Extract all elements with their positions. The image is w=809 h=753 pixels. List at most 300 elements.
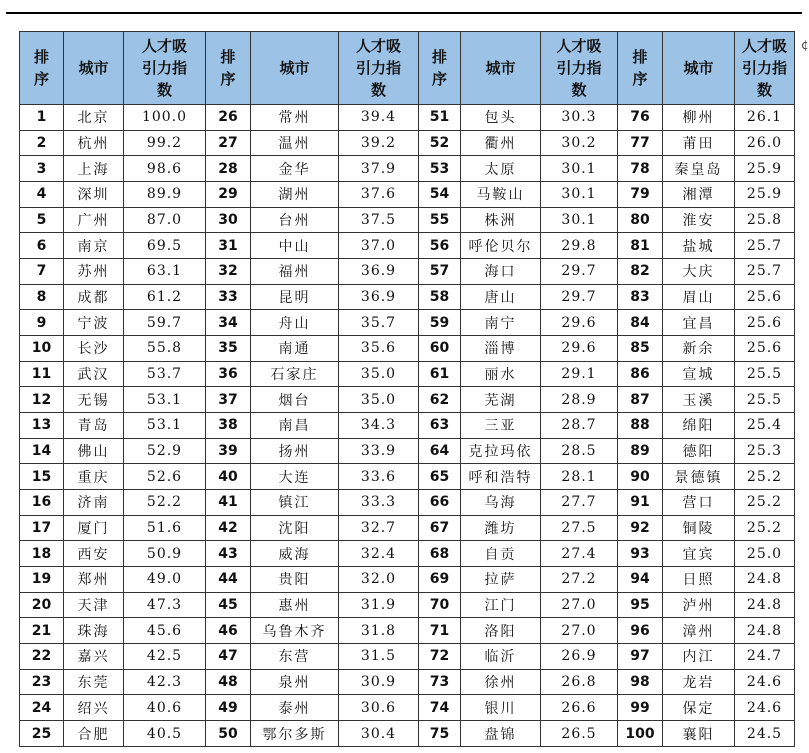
city-cell: 自贡 bbox=[461, 541, 541, 567]
city-cell: 郑州 bbox=[64, 567, 124, 593]
city-cell: 中山 bbox=[251, 233, 339, 259]
index-cell: 32.7 bbox=[339, 515, 419, 541]
city-cell: 广州 bbox=[64, 207, 124, 233]
city-cell: 漳州 bbox=[663, 618, 735, 644]
city-cell: 石家庄 bbox=[251, 361, 339, 387]
table-row bbox=[20, 259, 795, 285]
rank-cell: 58 bbox=[419, 284, 461, 310]
rank-cell: 21 bbox=[20, 618, 64, 644]
table-row bbox=[20, 644, 795, 670]
rank-cell: 56 bbox=[419, 233, 461, 259]
city-cell: 大庆 bbox=[663, 259, 735, 285]
rank-cell: 35 bbox=[206, 336, 251, 362]
table-row bbox=[20, 515, 795, 541]
table-row bbox=[20, 233, 795, 259]
rank-cell: 46 bbox=[206, 618, 251, 644]
rank-cell: 90 bbox=[618, 464, 663, 490]
table-row bbox=[20, 413, 795, 439]
city-cell: 长沙 bbox=[64, 336, 124, 362]
rank-cell: 44 bbox=[206, 567, 251, 593]
index-cell: 25.6 bbox=[735, 284, 795, 310]
city-cell: 盘锦 bbox=[461, 721, 541, 747]
index-cell: 31.5 bbox=[339, 644, 419, 670]
table-row bbox=[20, 695, 795, 721]
city-cell: 嘉兴 bbox=[64, 644, 124, 670]
rank-cell: 67 bbox=[419, 515, 461, 541]
city-cell: 新余 bbox=[663, 336, 735, 362]
rank-cell: 28 bbox=[206, 156, 251, 182]
rank-cell: 19 bbox=[20, 567, 64, 593]
city-cell: 德阳 bbox=[663, 438, 735, 464]
rank-cell: 12 bbox=[20, 387, 64, 413]
index-cell: 25.7 bbox=[735, 233, 795, 259]
index-cell: 31.8 bbox=[339, 618, 419, 644]
table-row bbox=[20, 618, 795, 644]
city-cell: 衢州 bbox=[461, 130, 541, 156]
index-cell: 29.6 bbox=[541, 310, 618, 336]
rank-cell: 27 bbox=[206, 130, 251, 156]
rank-cell: 75 bbox=[419, 721, 461, 747]
rank-cell: 37 bbox=[206, 387, 251, 413]
index-cell: 33.6 bbox=[339, 464, 419, 490]
index-cell: 24.8 bbox=[735, 592, 795, 618]
index-cell: 24.6 bbox=[735, 669, 795, 695]
rank-cell: 82 bbox=[618, 259, 663, 285]
index-cell: 53.7 bbox=[124, 361, 206, 387]
index-cell: 61.2 bbox=[124, 284, 206, 310]
city-cell: 内江 bbox=[663, 644, 735, 670]
rank-cell: 77 bbox=[618, 130, 663, 156]
rank-cell: 97 bbox=[618, 644, 663, 670]
rank-cell: 74 bbox=[419, 695, 461, 721]
rank-cell: 7 bbox=[20, 259, 64, 285]
index-cell: 24.8 bbox=[735, 618, 795, 644]
city-cell: 龙岩 bbox=[663, 669, 735, 695]
city-cell: 丽水 bbox=[461, 361, 541, 387]
table-row bbox=[20, 130, 795, 156]
city-cell: 惠州 bbox=[251, 592, 339, 618]
city-cell: 洛阳 bbox=[461, 618, 541, 644]
city-cell: 淮安 bbox=[663, 207, 735, 233]
city-cell: 泸州 bbox=[663, 592, 735, 618]
index-cell: 30.3 bbox=[541, 105, 618, 131]
city-cell: 三亚 bbox=[461, 413, 541, 439]
index-cell: 47.3 bbox=[124, 592, 206, 618]
index-cell: 35.6 bbox=[339, 336, 419, 362]
city-cell: 厦门 bbox=[64, 515, 124, 541]
index-cell: 28.9 bbox=[541, 387, 618, 413]
index-cell: 25.9 bbox=[735, 182, 795, 208]
table-row bbox=[20, 490, 795, 516]
rank-cell: 80 bbox=[618, 207, 663, 233]
index-cell: 28.7 bbox=[541, 413, 618, 439]
city-cell: 南通 bbox=[251, 336, 339, 362]
city-cell: 合肥 bbox=[64, 721, 124, 747]
city-cell: 保定 bbox=[663, 695, 735, 721]
city-cell: 北京 bbox=[64, 105, 124, 131]
city-cell: 上海 bbox=[64, 156, 124, 182]
index-cell: 36.9 bbox=[339, 259, 419, 285]
index-cell: 33.9 bbox=[339, 438, 419, 464]
rank-cell: 45 bbox=[206, 592, 251, 618]
rank-cell: 84 bbox=[618, 310, 663, 336]
rank-cell: 43 bbox=[206, 541, 251, 567]
city-cell: 宣城 bbox=[663, 361, 735, 387]
city-cell: 泉州 bbox=[251, 669, 339, 695]
city-cell: 青岛 bbox=[64, 413, 124, 439]
rank-cell: 41 bbox=[206, 490, 251, 516]
index-cell: 26.8 bbox=[541, 669, 618, 695]
city-cell: 佛山 bbox=[64, 438, 124, 464]
city-cell: 南昌 bbox=[251, 413, 339, 439]
index-cell: 42.3 bbox=[124, 669, 206, 695]
rank-cell: 4 bbox=[20, 182, 64, 208]
table-row bbox=[20, 207, 795, 233]
city-cell: 烟台 bbox=[251, 387, 339, 413]
city-cell: 银川 bbox=[461, 695, 541, 721]
header-index: 人才吸引力指数 bbox=[541, 32, 618, 105]
index-cell: 50.9 bbox=[124, 541, 206, 567]
rank-cell: 62 bbox=[419, 387, 461, 413]
index-cell: 24.6 bbox=[735, 695, 795, 721]
table-row bbox=[20, 438, 795, 464]
rank-cell: 6 bbox=[20, 233, 64, 259]
rank-cell: 52 bbox=[419, 130, 461, 156]
city-cell: 西安 bbox=[64, 541, 124, 567]
city-cell: 常州 bbox=[251, 105, 339, 131]
index-cell: 55.8 bbox=[124, 336, 206, 362]
city-cell: 潍坊 bbox=[461, 515, 541, 541]
header-city: 城市 bbox=[251, 32, 339, 105]
city-cell: 景德镇 bbox=[663, 464, 735, 490]
index-cell: 100.0 bbox=[124, 105, 206, 131]
rank-cell: 51 bbox=[419, 105, 461, 131]
rank-cell: 24 bbox=[20, 695, 64, 721]
rank-cell: 29 bbox=[206, 182, 251, 208]
city-cell: 宁波 bbox=[64, 310, 124, 336]
table-row bbox=[20, 336, 795, 362]
index-cell: 27.7 bbox=[541, 490, 618, 516]
index-cell: 29.8 bbox=[541, 233, 618, 259]
rank-cell: 76 bbox=[618, 105, 663, 131]
index-cell: 36.9 bbox=[339, 284, 419, 310]
index-cell: 30.1 bbox=[541, 207, 618, 233]
city-cell: 泰州 bbox=[251, 695, 339, 721]
index-cell: 37.5 bbox=[339, 207, 419, 233]
city-cell: 台州 bbox=[251, 207, 339, 233]
rank-cell: 95 bbox=[618, 592, 663, 618]
table-body bbox=[20, 105, 795, 747]
table-row bbox=[20, 541, 795, 567]
city-cell: 绍兴 bbox=[64, 695, 124, 721]
city-cell: 日照 bbox=[663, 567, 735, 593]
rank-cell: 61 bbox=[419, 361, 461, 387]
index-cell: 37.6 bbox=[339, 182, 419, 208]
rank-cell: 48 bbox=[206, 669, 251, 695]
rank-cell: 47 bbox=[206, 644, 251, 670]
header-index: 人才吸引力指数 bbox=[339, 32, 419, 105]
city-cell: 南宁 bbox=[461, 310, 541, 336]
index-cell: 25.5 bbox=[735, 387, 795, 413]
index-cell: 35.0 bbox=[339, 361, 419, 387]
header-rank: 排序 bbox=[618, 32, 663, 105]
index-cell: 53.1 bbox=[124, 387, 206, 413]
rank-cell: 69 bbox=[419, 567, 461, 593]
index-cell: 26.1 bbox=[735, 105, 795, 131]
rank-cell: 32 bbox=[206, 259, 251, 285]
index-cell: 26.5 bbox=[541, 721, 618, 747]
index-cell: 87.0 bbox=[124, 207, 206, 233]
table-row bbox=[20, 105, 795, 131]
index-cell: 30.4 bbox=[339, 721, 419, 747]
rank-cell: 3 bbox=[20, 156, 64, 182]
rank-cell: 94 bbox=[618, 567, 663, 593]
city-cell: 杭州 bbox=[64, 130, 124, 156]
index-cell: 37.0 bbox=[339, 233, 419, 259]
index-cell: 51.6 bbox=[124, 515, 206, 541]
index-cell: 25.2 bbox=[735, 490, 795, 516]
rank-cell: 49 bbox=[206, 695, 251, 721]
rank-cell: 14 bbox=[20, 438, 64, 464]
edge-mark: ¢ bbox=[801, 38, 809, 52]
rank-cell: 59 bbox=[419, 310, 461, 336]
index-cell: 29.1 bbox=[541, 361, 618, 387]
city-cell: 呼和浩特 bbox=[461, 464, 541, 490]
table-row bbox=[20, 310, 795, 336]
header-row bbox=[20, 32, 795, 105]
header-city: 城市 bbox=[663, 32, 735, 105]
table-row bbox=[20, 464, 795, 490]
city-cell: 湖州 bbox=[251, 182, 339, 208]
index-cell: 27.0 bbox=[541, 592, 618, 618]
talent-attraction-table bbox=[19, 31, 795, 747]
city-cell: 鄂尔多斯 bbox=[251, 721, 339, 747]
index-cell: 25.3 bbox=[735, 438, 795, 464]
index-cell: 25.2 bbox=[735, 515, 795, 541]
index-cell: 28.5 bbox=[541, 438, 618, 464]
index-cell: 25.8 bbox=[735, 207, 795, 233]
city-cell: 扬州 bbox=[251, 438, 339, 464]
city-cell: 深圳 bbox=[64, 182, 124, 208]
city-cell: 福州 bbox=[251, 259, 339, 285]
index-cell: 33.3 bbox=[339, 490, 419, 516]
rank-cell: 72 bbox=[419, 644, 461, 670]
city-cell: 威海 bbox=[251, 541, 339, 567]
index-cell: 26.9 bbox=[541, 644, 618, 670]
rank-cell: 18 bbox=[20, 541, 64, 567]
city-cell: 沈阳 bbox=[251, 515, 339, 541]
rank-cell: 88 bbox=[618, 413, 663, 439]
rank-cell: 64 bbox=[419, 438, 461, 464]
city-cell: 江门 bbox=[461, 592, 541, 618]
index-cell: 27.2 bbox=[541, 567, 618, 593]
city-cell: 珠海 bbox=[64, 618, 124, 644]
city-cell: 无锡 bbox=[64, 387, 124, 413]
rank-cell: 34 bbox=[206, 310, 251, 336]
index-cell: 45.6 bbox=[124, 618, 206, 644]
index-cell: 53.1 bbox=[124, 413, 206, 439]
header-city: 城市 bbox=[461, 32, 541, 105]
city-cell: 乌鲁木齐 bbox=[251, 618, 339, 644]
index-cell: 27.0 bbox=[541, 618, 618, 644]
rank-cell: 78 bbox=[618, 156, 663, 182]
city-cell: 玉溪 bbox=[663, 387, 735, 413]
header-rank: 排序 bbox=[206, 32, 251, 105]
city-cell: 温州 bbox=[251, 130, 339, 156]
city-cell: 襄阳 bbox=[663, 721, 735, 747]
index-cell: 89.9 bbox=[124, 182, 206, 208]
index-cell: 29.7 bbox=[541, 259, 618, 285]
header-index: 人才吸引力指数 bbox=[735, 32, 795, 105]
index-cell: 69.5 bbox=[124, 233, 206, 259]
city-cell: 宜昌 bbox=[663, 310, 735, 336]
city-cell: 临沂 bbox=[461, 644, 541, 670]
city-cell: 贵阳 bbox=[251, 567, 339, 593]
header-rank: 排序 bbox=[419, 32, 461, 105]
city-cell: 绵阳 bbox=[663, 413, 735, 439]
rank-cell: 92 bbox=[618, 515, 663, 541]
city-cell: 铜陵 bbox=[663, 515, 735, 541]
city-cell: 成都 bbox=[64, 284, 124, 310]
rank-cell: 8 bbox=[20, 284, 64, 310]
index-cell: 28.1 bbox=[541, 464, 618, 490]
city-cell: 眉山 bbox=[663, 284, 735, 310]
header-city: 城市 bbox=[64, 32, 124, 105]
rank-cell: 10 bbox=[20, 336, 64, 362]
index-cell: 42.5 bbox=[124, 644, 206, 670]
rank-cell: 9 bbox=[20, 310, 64, 336]
city-cell: 乌海 bbox=[461, 490, 541, 516]
rank-cell: 1 bbox=[20, 105, 64, 131]
city-cell: 徐州 bbox=[461, 669, 541, 695]
rank-cell: 33 bbox=[206, 284, 251, 310]
city-cell: 武汉 bbox=[64, 361, 124, 387]
table-row bbox=[20, 284, 795, 310]
city-cell: 金华 bbox=[251, 156, 339, 182]
index-cell: 52.6 bbox=[124, 464, 206, 490]
rank-cell: 53 bbox=[419, 156, 461, 182]
city-cell: 秦皇岛 bbox=[663, 156, 735, 182]
city-cell: 重庆 bbox=[64, 464, 124, 490]
city-cell: 株洲 bbox=[461, 207, 541, 233]
rank-cell: 86 bbox=[618, 361, 663, 387]
index-cell: 27.5 bbox=[541, 515, 618, 541]
index-cell: 27.4 bbox=[541, 541, 618, 567]
rank-cell: 79 bbox=[618, 182, 663, 208]
city-cell: 舟山 bbox=[251, 310, 339, 336]
index-cell: 30.2 bbox=[541, 130, 618, 156]
index-cell: 40.5 bbox=[124, 721, 206, 747]
index-cell: 25.6 bbox=[735, 336, 795, 362]
city-cell: 天津 bbox=[64, 592, 124, 618]
index-cell: 25.7 bbox=[735, 259, 795, 285]
index-cell: 63.1 bbox=[124, 259, 206, 285]
index-cell: 98.6 bbox=[124, 156, 206, 182]
index-cell: 37.9 bbox=[339, 156, 419, 182]
city-cell: 昆明 bbox=[251, 284, 339, 310]
index-cell: 29.6 bbox=[541, 336, 618, 362]
city-cell: 宜宾 bbox=[663, 541, 735, 567]
city-cell: 盐城 bbox=[663, 233, 735, 259]
rank-cell: 15 bbox=[20, 464, 64, 490]
index-cell: 25.4 bbox=[735, 413, 795, 439]
index-cell: 25.5 bbox=[735, 361, 795, 387]
rank-cell: 25 bbox=[20, 721, 64, 747]
city-cell: 包头 bbox=[461, 105, 541, 131]
index-cell: 31.9 bbox=[339, 592, 419, 618]
index-cell: 32.4 bbox=[339, 541, 419, 567]
table-row bbox=[20, 361, 795, 387]
index-cell: 99.2 bbox=[124, 130, 206, 156]
index-cell: 25.2 bbox=[735, 464, 795, 490]
city-cell: 拉萨 bbox=[461, 567, 541, 593]
rank-cell: 68 bbox=[419, 541, 461, 567]
rank-cell: 17 bbox=[20, 515, 64, 541]
index-cell: 25.9 bbox=[735, 156, 795, 182]
index-cell: 25.0 bbox=[735, 541, 795, 567]
index-cell: 24.5 bbox=[735, 721, 795, 747]
rank-cell: 81 bbox=[618, 233, 663, 259]
index-cell: 30.1 bbox=[541, 156, 618, 182]
index-cell: 39.4 bbox=[339, 105, 419, 131]
city-cell: 克拉玛依 bbox=[461, 438, 541, 464]
city-cell: 苏州 bbox=[64, 259, 124, 285]
city-cell: 南京 bbox=[64, 233, 124, 259]
rank-cell: 50 bbox=[206, 721, 251, 747]
rank-cell: 5 bbox=[20, 207, 64, 233]
rank-cell: 36 bbox=[206, 361, 251, 387]
city-cell: 湘潭 bbox=[663, 182, 735, 208]
city-cell: 大连 bbox=[251, 464, 339, 490]
table-row bbox=[20, 669, 795, 695]
rank-cell: 23 bbox=[20, 669, 64, 695]
rank-cell: 38 bbox=[206, 413, 251, 439]
index-cell: 39.2 bbox=[339, 130, 419, 156]
index-cell: 52.2 bbox=[124, 490, 206, 516]
city-cell: 东莞 bbox=[64, 669, 124, 695]
rank-cell: 55 bbox=[419, 207, 461, 233]
rank-cell: 30 bbox=[206, 207, 251, 233]
city-cell: 济南 bbox=[64, 490, 124, 516]
rank-cell: 13 bbox=[20, 413, 64, 439]
index-cell: 52.9 bbox=[124, 438, 206, 464]
rank-cell: 63 bbox=[419, 413, 461, 439]
city-cell: 营口 bbox=[663, 490, 735, 516]
index-cell: 26.6 bbox=[541, 695, 618, 721]
rank-cell: 99 bbox=[618, 695, 663, 721]
rank-cell: 39 bbox=[206, 438, 251, 464]
rank-cell: 31 bbox=[206, 233, 251, 259]
city-cell: 马鞍山 bbox=[461, 182, 541, 208]
rank-cell: 26 bbox=[206, 105, 251, 131]
table-row bbox=[20, 721, 795, 747]
rank-cell: 89 bbox=[618, 438, 663, 464]
rank-cell: 85 bbox=[618, 336, 663, 362]
index-cell: 30.1 bbox=[541, 182, 618, 208]
table-row bbox=[20, 592, 795, 618]
rank-cell: 71 bbox=[419, 618, 461, 644]
rank-cell: 54 bbox=[419, 182, 461, 208]
rank-cell: 96 bbox=[618, 618, 663, 644]
rank-cell: 91 bbox=[618, 490, 663, 516]
city-cell: 海口 bbox=[461, 259, 541, 285]
city-cell: 芜湖 bbox=[461, 387, 541, 413]
table-row bbox=[20, 182, 795, 208]
index-cell: 35.7 bbox=[339, 310, 419, 336]
rank-cell: 98 bbox=[618, 669, 663, 695]
rank-cell: 22 bbox=[20, 644, 64, 670]
rank-cell: 73 bbox=[419, 669, 461, 695]
